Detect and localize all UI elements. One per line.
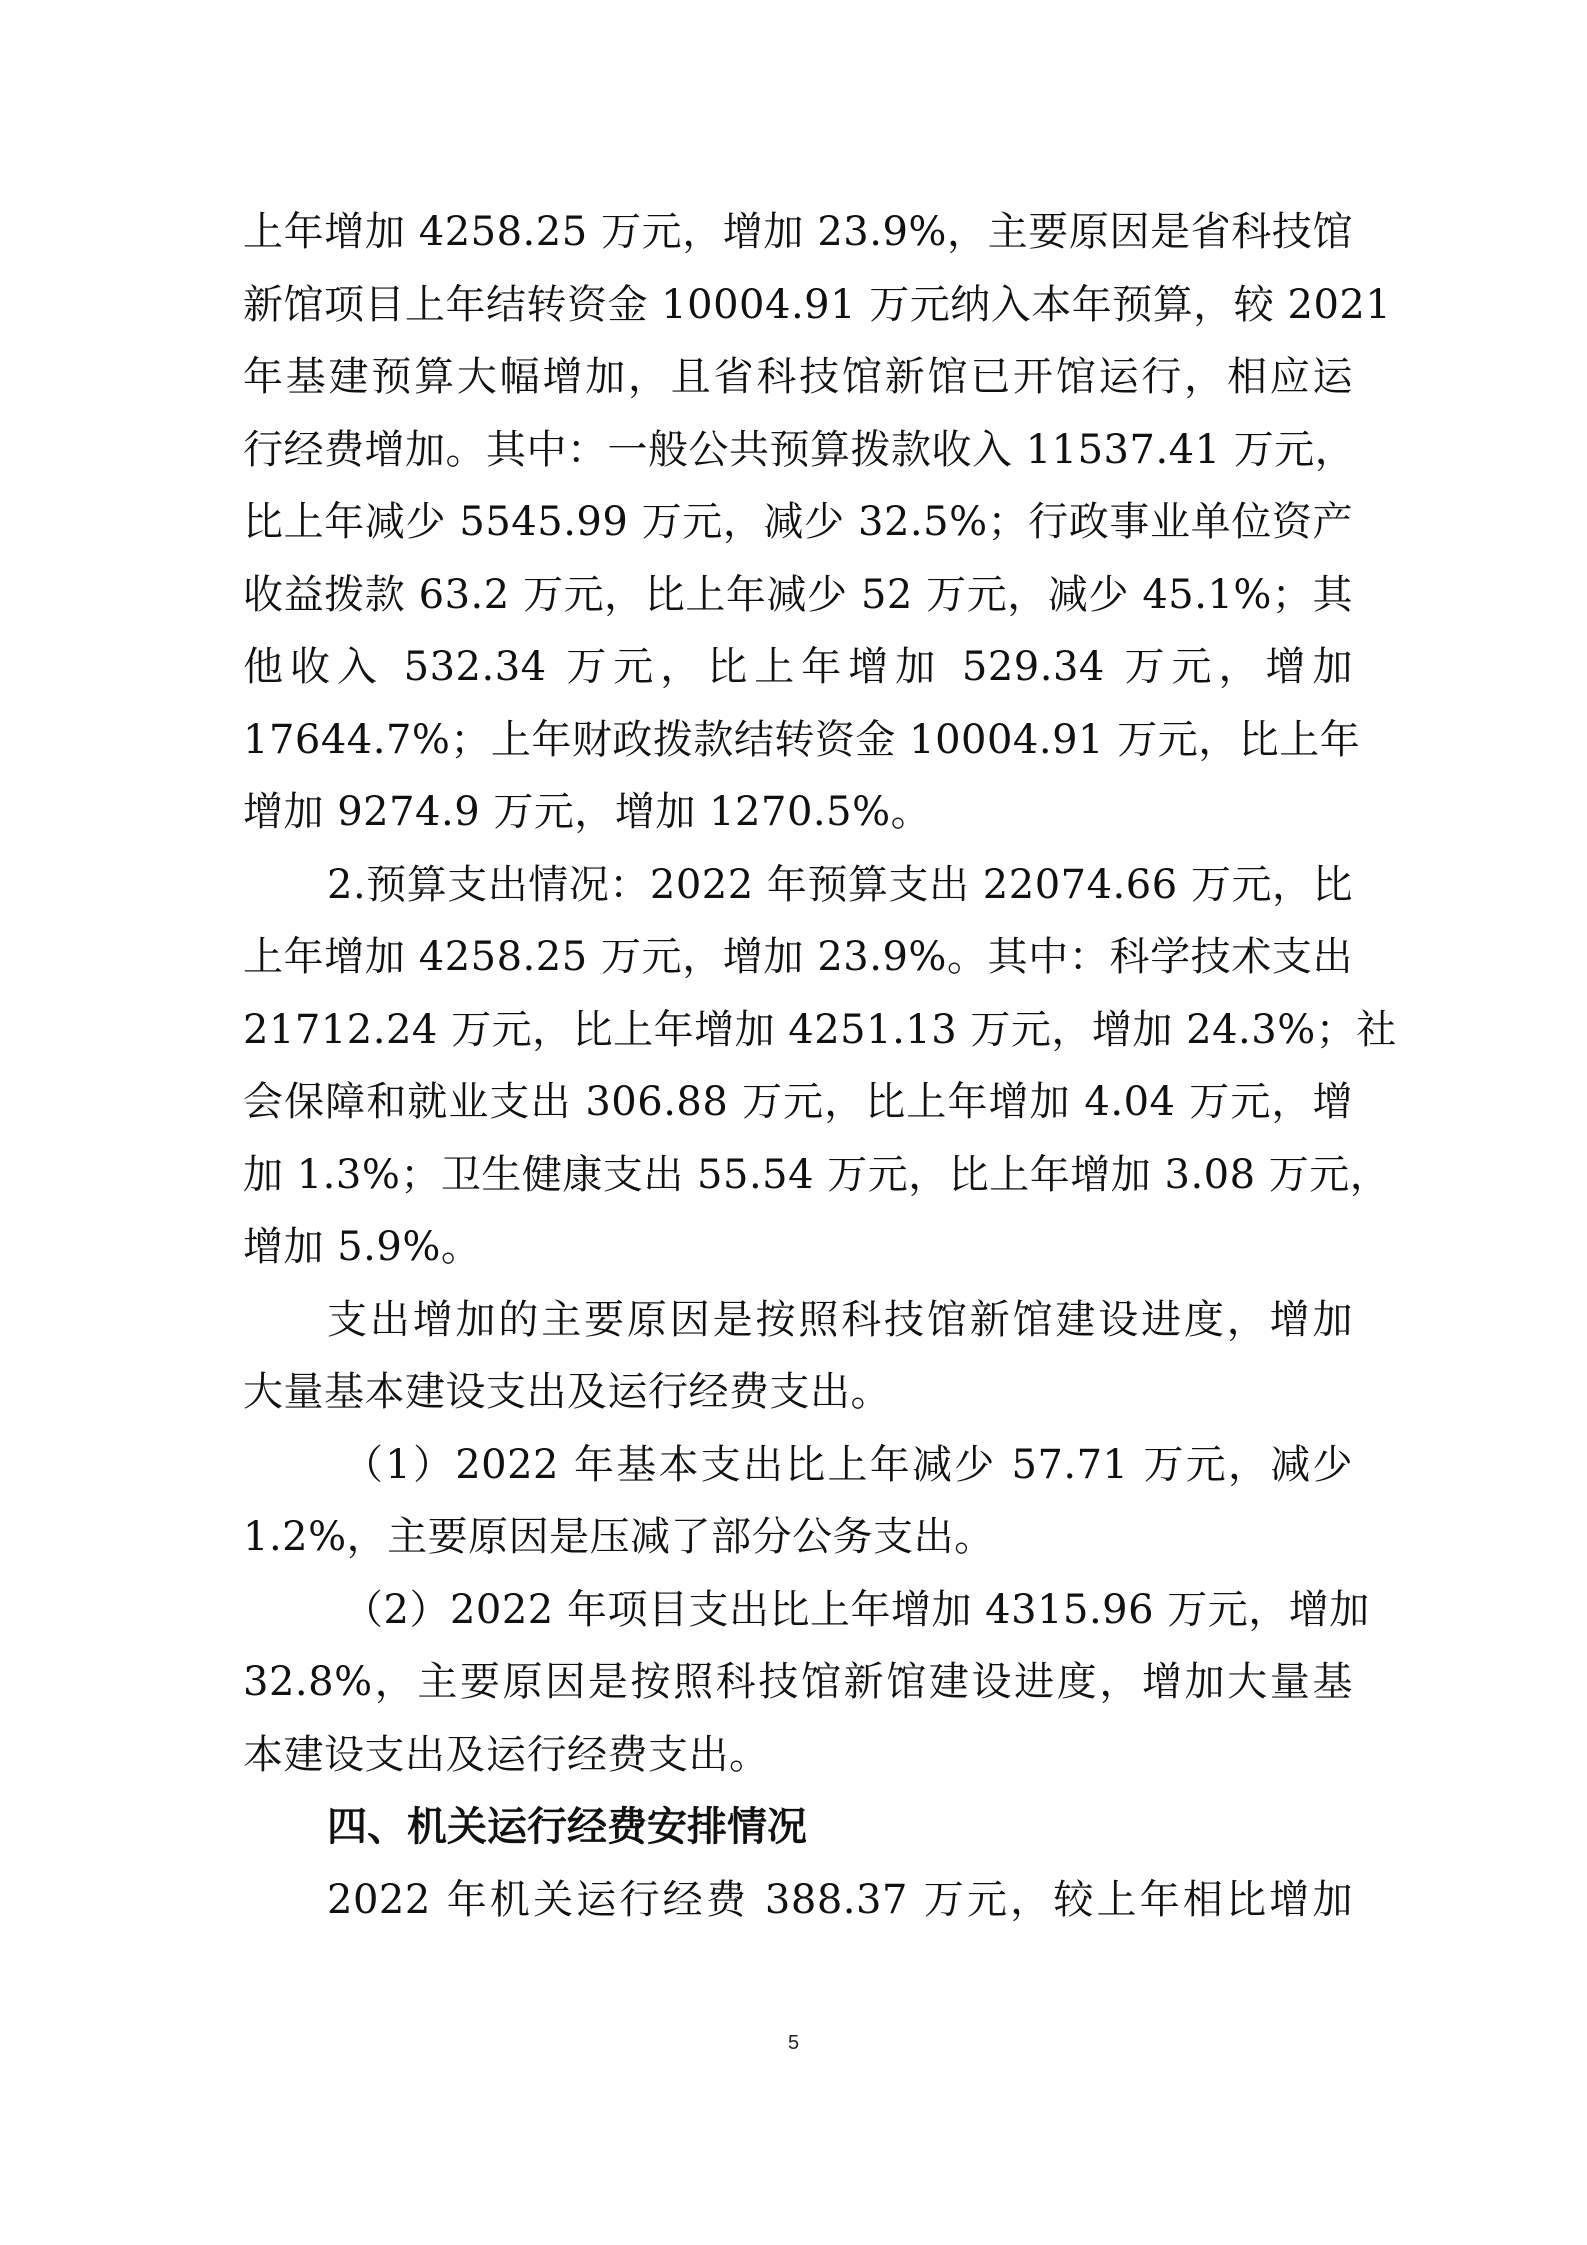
document-body [243,196,1397,1936]
text-line: 比上年减少 5545.99 万元，减少 32.5%；行政事业单位资产 [243,499,1353,545]
text-line: 上年增加 4258.25 万元，增加 23.9%，主要原因是省科技馆 [243,209,1353,255]
text-line: 收益拨款 63.2 万元，比上年减少 52 万元，减少 45.1%；其 [243,571,1353,618]
closing-line: 2022 年机关运行经费 388.37 万元，较上年相比增加 [327,1876,1353,1923]
text-line: 大量基本建设支出及运行经费支出。 [243,1369,891,1415]
section-heading: 四、机关运行经费安排情况 [327,1804,807,1850]
text-line: 21712.24 万元，比上年增加 4251.13 万元，增加 24.3%；社 [243,1006,1397,1053]
text-line: 增加 5.9%。 [243,1224,482,1270]
text-line: 1.2%，主要原因是压减了部分公务支出。 [243,1514,995,1560]
text-line: 本建设支出及运行经费支出。 [243,1731,770,1778]
text-line: 17644.7%；上年财政拨款结转资金 10004.91 万元，比上年 [243,716,1361,763]
text-line: （1）2022 年基本支出比上年减少 57.71 万元，减少 [343,1441,1353,1488]
text-line: 加 1.3%；卫生健康支出 55.54 万元，比上年增加 3.08 万元， [243,1151,1391,1198]
text-line: 2.预算支出情况：2022 年预算支出 22074.66 万元，比 [327,861,1353,908]
text-line: 年基建预算大幅增加，且省科技馆新馆已开馆运行，相应运 [243,354,1353,400]
text-line: 支出增加的主要原因是按照科技馆新馆建设进度，增加 [327,1296,1353,1343]
page-number: 5 [787,2032,800,2054]
text-line: 32.8%，主要原因是按照科技馆新馆建设进度，增加大量基 [243,1659,1353,1705]
text-line: （2）2022 年项目支出比上年增加 4315.96 万元，增加 [343,1586,1370,1633]
text-line: 行经费增加。其中：一般公共预算拨款收入 11537.41 万元， [243,426,1356,473]
text-line: 上年增加 4258.25 万元，增加 23.9%。其中：科学技术支出 [243,934,1353,980]
text-line: 新馆项目上年结转资金 10004.91 万元纳入本年预算，较 2021 [243,281,1392,328]
body-text [243,196,1397,1791]
text-line: 增加 9274.9 万元，增加 1270.5%。 [243,789,932,835]
text-line: 他收入 532.34 万元，比上年增加 529.34 万元，增加 [243,644,1353,690]
text-line: 会保障和就业支出 306.88 万元，比上年增加 4.04 万元，增 [243,1079,1353,1125]
closing-paragraph [243,1864,1353,1937]
